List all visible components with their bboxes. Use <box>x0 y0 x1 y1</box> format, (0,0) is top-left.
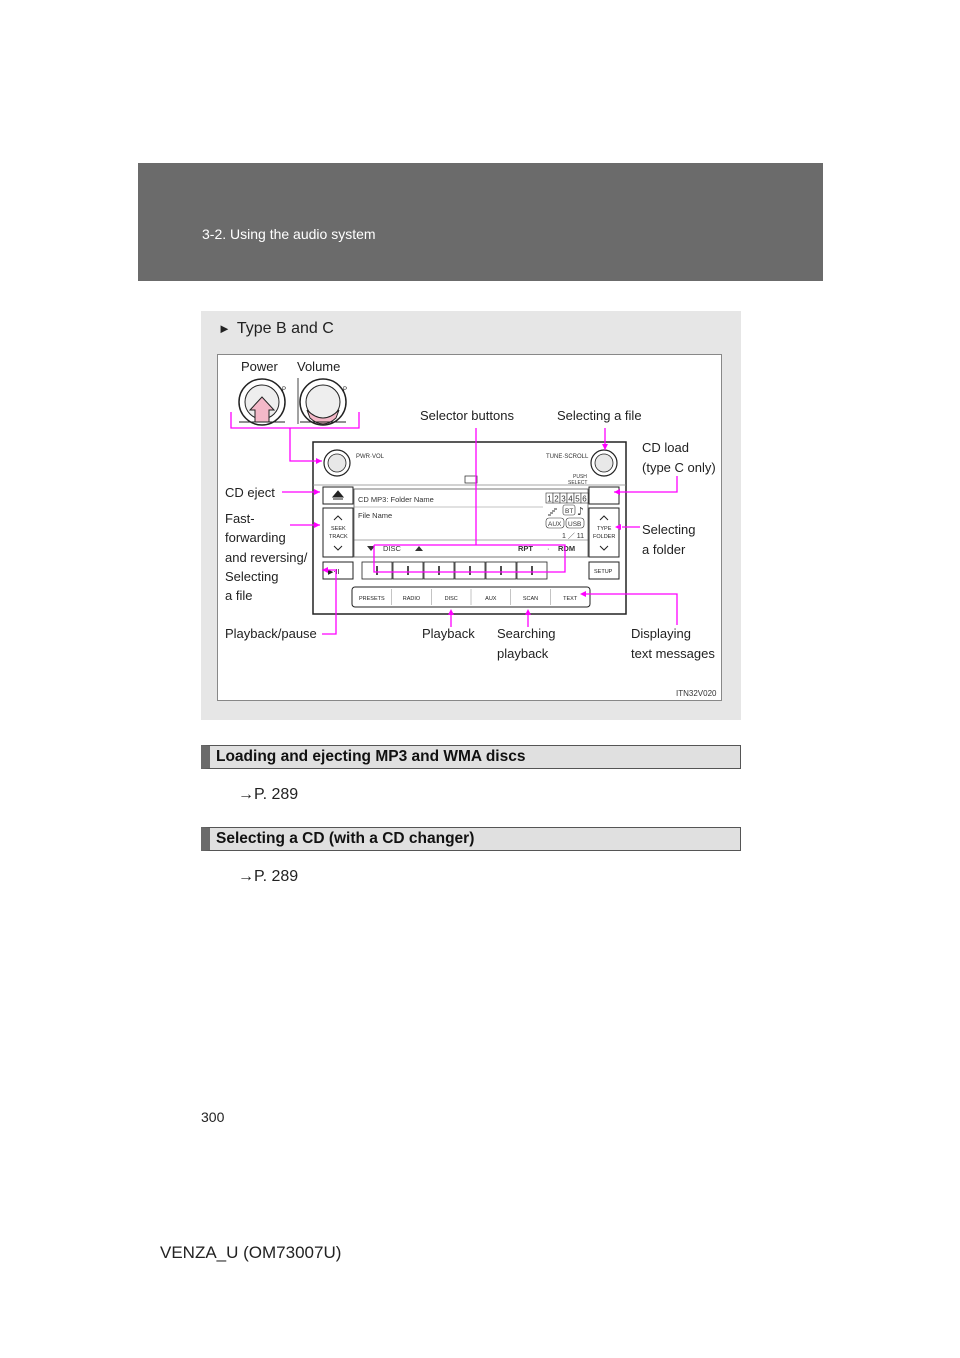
label-searching-2: playback <box>497 646 549 661</box>
preset-indicator-number: 3 <box>561 494 566 504</box>
label-selecting-folder-2: a folder <box>642 542 686 557</box>
preset-indicator-number: 1 <box>547 494 552 504</box>
music-note-icon: ♪ <box>577 505 585 518</box>
select-text: SELECT <box>568 480 588 486</box>
section-loading-ejecting <box>201 745 741 769</box>
label-volume: Volume <box>297 359 341 374</box>
bottom-button-scan[interactable]: SCAN <box>522 596 539 602</box>
push-text: PUSH <box>573 474 587 480</box>
label-fast-3: and reversing/ <box>225 550 308 565</box>
folder-text: FOLDER <box>593 534 616 540</box>
label-cd-load-type: (type C only) <box>642 460 716 475</box>
label-cd-load: CD load <box>642 440 689 455</box>
display-file-line: File Name <box>358 511 393 520</box>
bottom-button-aux[interactable]: AUX <box>485 596 497 602</box>
bottom-button-text[interactable]: TEXT <box>563 596 578 602</box>
bottom-button-presets[interactable]: PRESETS <box>358 596 385 602</box>
tune-scroll-text: TUNE·SCROLL <box>546 454 589 460</box>
label-fast-2: forwarding <box>225 530 286 545</box>
label-searching-1: Searching <box>497 626 556 641</box>
page-number: 300 <box>201 1109 225 1125</box>
preset-indicator-number: 2 <box>554 494 559 504</box>
aux-indicator: AUX <box>548 521 562 528</box>
label-power: Power <box>241 359 278 374</box>
bottom-button-disc[interactable]: DISC <box>444 596 458 602</box>
section-title: Selecting a CD (with a CD changer) <box>216 830 475 847</box>
section-selecting-cd <box>201 827 741 851</box>
cd-load-button[interactable] <box>589 487 619 504</box>
power-knob-inset <box>239 379 286 425</box>
page-reference[interactable]: →P. 289 <box>238 786 299 803</box>
track-counter: 1 ／ 11 <box>562 533 585 540</box>
svg-text:P: P <box>343 387 348 393</box>
seek-text: SEEK <box>331 526 346 532</box>
label-displaying-1: Displaying <box>631 626 691 641</box>
setup-text: SETUP <box>594 569 613 575</box>
type-text: TYPE <box>597 526 612 532</box>
play-pause-icon: ▶·II <box>328 568 340 576</box>
preset-indicator-number: 4 <box>568 494 573 504</box>
label-playback: Playback <box>422 626 475 641</box>
label-cd-eject: CD eject <box>225 485 275 500</box>
section-title: Loading and ejecting MP3 and WMA discs <box>216 748 526 765</box>
section-header: 3-2. Using the audio system <box>202 226 376 242</box>
page-reference[interactable]: →P. 289 <box>238 868 299 885</box>
display-folder-line: CD MP3: Folder Name <box>358 495 434 504</box>
label-selecting-folder-1: Selecting <box>642 522 696 537</box>
bt-indicator: BT <box>565 508 574 515</box>
preset-indicators <box>546 493 588 504</box>
svg-text:·: · <box>547 544 550 553</box>
volume-knob-inset <box>300 379 347 425</box>
label-fast-1: Fast- <box>225 511 255 526</box>
label-fast-5: a file <box>225 588 253 603</box>
label-displaying-2: text messages <box>631 646 715 661</box>
label-fast-4: Selecting <box>225 569 279 584</box>
disc-label: DISC <box>383 544 401 553</box>
figure-title-text: Type B and C <box>236 320 334 337</box>
disc-slot-indicator <box>465 476 477 483</box>
label-selecting-file-top: Selecting a file <box>557 408 642 423</box>
triangle-marker-icon: ► <box>218 321 231 336</box>
usb-indicator: USB <box>568 521 582 528</box>
figure-code: ITN32V020 <box>676 689 717 698</box>
svg-text:P: P <box>282 387 287 393</box>
preset-indicator-number: 5 <box>575 494 580 504</box>
pwr-vol-text: PWR·VOL <box>356 454 385 460</box>
document-code: VENZA_U (OM73007U) <box>160 1243 342 1262</box>
label-selector-buttons: Selector buttons <box>420 408 514 423</box>
bottom-button-radio[interactable]: RADIO <box>402 596 421 602</box>
preset-indicator-number: 6 <box>582 494 587 504</box>
rpt-label: RPT <box>518 544 533 553</box>
label-playback-pause: Playback/pause <box>225 626 317 641</box>
track-text: TRACK <box>329 534 348 540</box>
rdm-label: RDM <box>558 544 576 553</box>
